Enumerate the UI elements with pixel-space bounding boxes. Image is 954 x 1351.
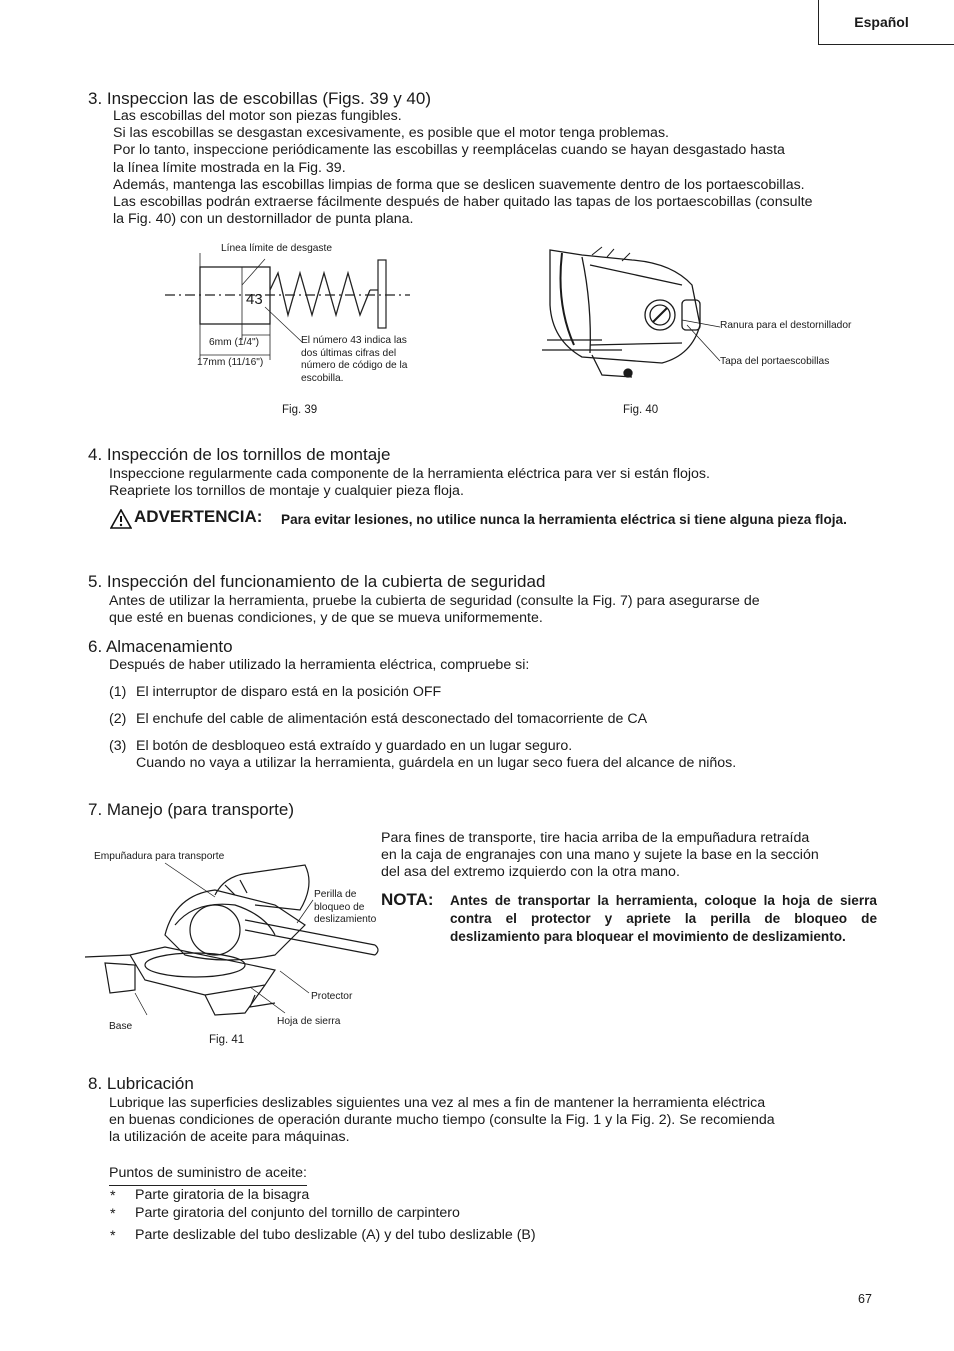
s3-line: la línea límite mostrada en la Fig. 39.: [113, 159, 346, 176]
s7-line: en la caja de engranajes con una mano y sujete la base en la sección: [381, 847, 819, 864]
s5-line: Antes de utilizar la herramienta, pruebe la cubierta de seguridad (consulte la Fig. 7) para asegurarse de: [109, 593, 760, 609]
note-label: NOTA:: [381, 890, 434, 909]
oil-point: Parte giratoria de la bisagra: [135, 1187, 310, 1203]
section-6-intro: Después de haber utilizado la herramienta eléctrica, compruebe si:: [109, 657, 530, 673]
oil-point: Parte giratoria del conjunto del tornillo de carpintero: [135, 1205, 460, 1221]
fig-41-caption: Fig. 41: [209, 1034, 245, 1046]
s5-line: que esté en buenas condiciones, y de que se mueva uniformemente.: [109, 610, 543, 627]
s8-line: Lubrique las superficies deslizables siguientes una vez al mes a fin de mantener la herramienta eléctrica: [109, 1095, 766, 1111]
language-tab: [818, 0, 954, 45]
s8-line: la utilización de aceite para máquinas.: [109, 1129, 350, 1146]
knob-line: bloqueo de: [314, 901, 365, 913]
s4-line: Reapriete los tornillos de montaje y cualquier pieza floja.: [109, 483, 464, 500]
dimension-6mm: 6mm (1/4"): [209, 337, 260, 348]
storage-item-text: El interruptor de disparo está en la posición OFF: [136, 684, 442, 700]
base-label: Base: [109, 1021, 133, 1032]
note-line: escobilla.: [301, 372, 344, 384]
s3-line: Las escobillas del motor son piezas fungibles.: [113, 108, 402, 124]
limit-line-label: Línea límite de desgaste: [221, 243, 333, 254]
fig-39-caption: Fig. 39: [282, 404, 318, 416]
section-7-title: 7. Manejo (para transporte): [88, 800, 294, 819]
warning-label: ADVERTENCIA:: [134, 507, 263, 526]
s4-line: Inspeccione regularmente cada componente de la herramienta eléctrica para ver si están flojos.: [109, 466, 710, 482]
guard-label: Protector: [311, 991, 353, 1002]
note-line: número de código de la: [301, 360, 408, 371]
dimension-17mm: 17mm (11/16"): [197, 357, 264, 368]
s3-line: Las escobillas podrán extraerse fácilmente después de haber quitado las tapas de los portaescobillas (consulte: [113, 194, 813, 211]
s7-line: del asa del extremo izquierdo con la otra mano.: [381, 864, 680, 881]
section-5-title: 5. Inspección del funcionamiento de la cubierta de seguridad: [88, 572, 546, 591]
slot-label: Ranura para el destornillador: [720, 320, 852, 331]
bullet-asterisk: *: [110, 1206, 116, 1222]
s8-line: en buenas condiciones de operación durante mucho tiempo (consulte la Fig. 1 y la Fig. 2). Se recomienda: [109, 1112, 775, 1129]
warning-text: Para evitar lesiones, no utilice nunca la herramienta eléctrica si tiene alguna pieza floja.: [281, 512, 847, 527]
note-line: El número 43 indica las: [301, 335, 407, 346]
s3-line: Además, mantenga las escobillas limpias de forma que se deslicen suavemente dentro de los portaescobillas.: [113, 176, 805, 193]
storage-item-text: El botón de desbloqueo está extraído y guardado en un lugar seguro.: [136, 738, 573, 754]
language-label: Español: [854, 14, 909, 30]
storage-item-number: (1): [109, 684, 127, 700]
s7-line: Para fines de transporte, tire hacia arriba de la empuñadura retraída: [381, 830, 810, 846]
s3-line: Si las escobillas se desgastan excesivamente, es posible que el motor tenga problemas.: [113, 125, 669, 142]
cap-label: Tapa del portaescobillas: [720, 356, 830, 367]
s3-line: Por lo tanto, inspeccione periódicamente las escobillas y reemplácelas cuando se hayan desgastado hasta: [113, 142, 785, 159]
section-3-title: 3. Inspeccion las de escobillas (Figs. 39 y 40): [88, 89, 432, 108]
section-7-body: [381, 830, 819, 882]
knob-line: deslizamiento: [314, 914, 377, 925]
section-8-title: 8. Lubricación: [88, 1074, 194, 1093]
page-number: 67: [858, 1292, 872, 1306]
warning-triangle-icon: [110, 509, 132, 529]
s3-line: la Fig. 40) con un destornillador de punta plana.: [113, 211, 414, 228]
bullet-asterisk: *: [110, 1188, 116, 1204]
section-4-body: [109, 466, 710, 500]
brush-number: 43: [246, 291, 263, 308]
storage-item-number: (2): [109, 711, 127, 727]
bullet-asterisk: *: [110, 1228, 116, 1244]
note-text: Antes de transportar la herramienta, coloque la hoja de sierra contra el protector y apriete la perilla de bloqueo de deslizamiento para bloquear el movimiento de deslizamiento.: [450, 893, 877, 944]
knob-line: Perilla de: [314, 889, 357, 900]
saw-diagram: [75, 855, 385, 1035]
oil-points-title: Puntos de suministro de aceite:: [109, 1165, 307, 1186]
storage-item-text: El enchufe del cable de alimentación está desconectado del tomacorriente de CA: [136, 711, 648, 727]
number-note: [301, 335, 407, 385]
saw-blade-label: Hoja de sierra: [277, 1016, 341, 1027]
storage-extra: Cuando no vaya a utilizar la herramienta, guárdela en un lugar seco fuera del alcance de niños.: [136, 755, 737, 771]
section-5-body: [109, 593, 760, 627]
section-4-title: 4. Inspección de los tornillos de montaje: [88, 445, 391, 464]
section-8-body: [109, 1095, 775, 1147]
note-line: dos últimas cifras del: [301, 347, 397, 359]
brush-cap-diagram: [542, 245, 722, 385]
transport-handle-label: Empuñadura para transporte: [94, 851, 225, 862]
section-6-title: 6. Almacenamiento: [88, 637, 233, 656]
fig-40-caption: Fig. 40: [623, 404, 659, 416]
storage-item-number: (3): [109, 738, 127, 754]
section-3-body: [113, 108, 813, 228]
slide-lock-knob-label: [314, 889, 376, 927]
oil-point: Parte deslizable del tubo deslizable (A) y del tubo deslizable (B): [135, 1227, 536, 1243]
